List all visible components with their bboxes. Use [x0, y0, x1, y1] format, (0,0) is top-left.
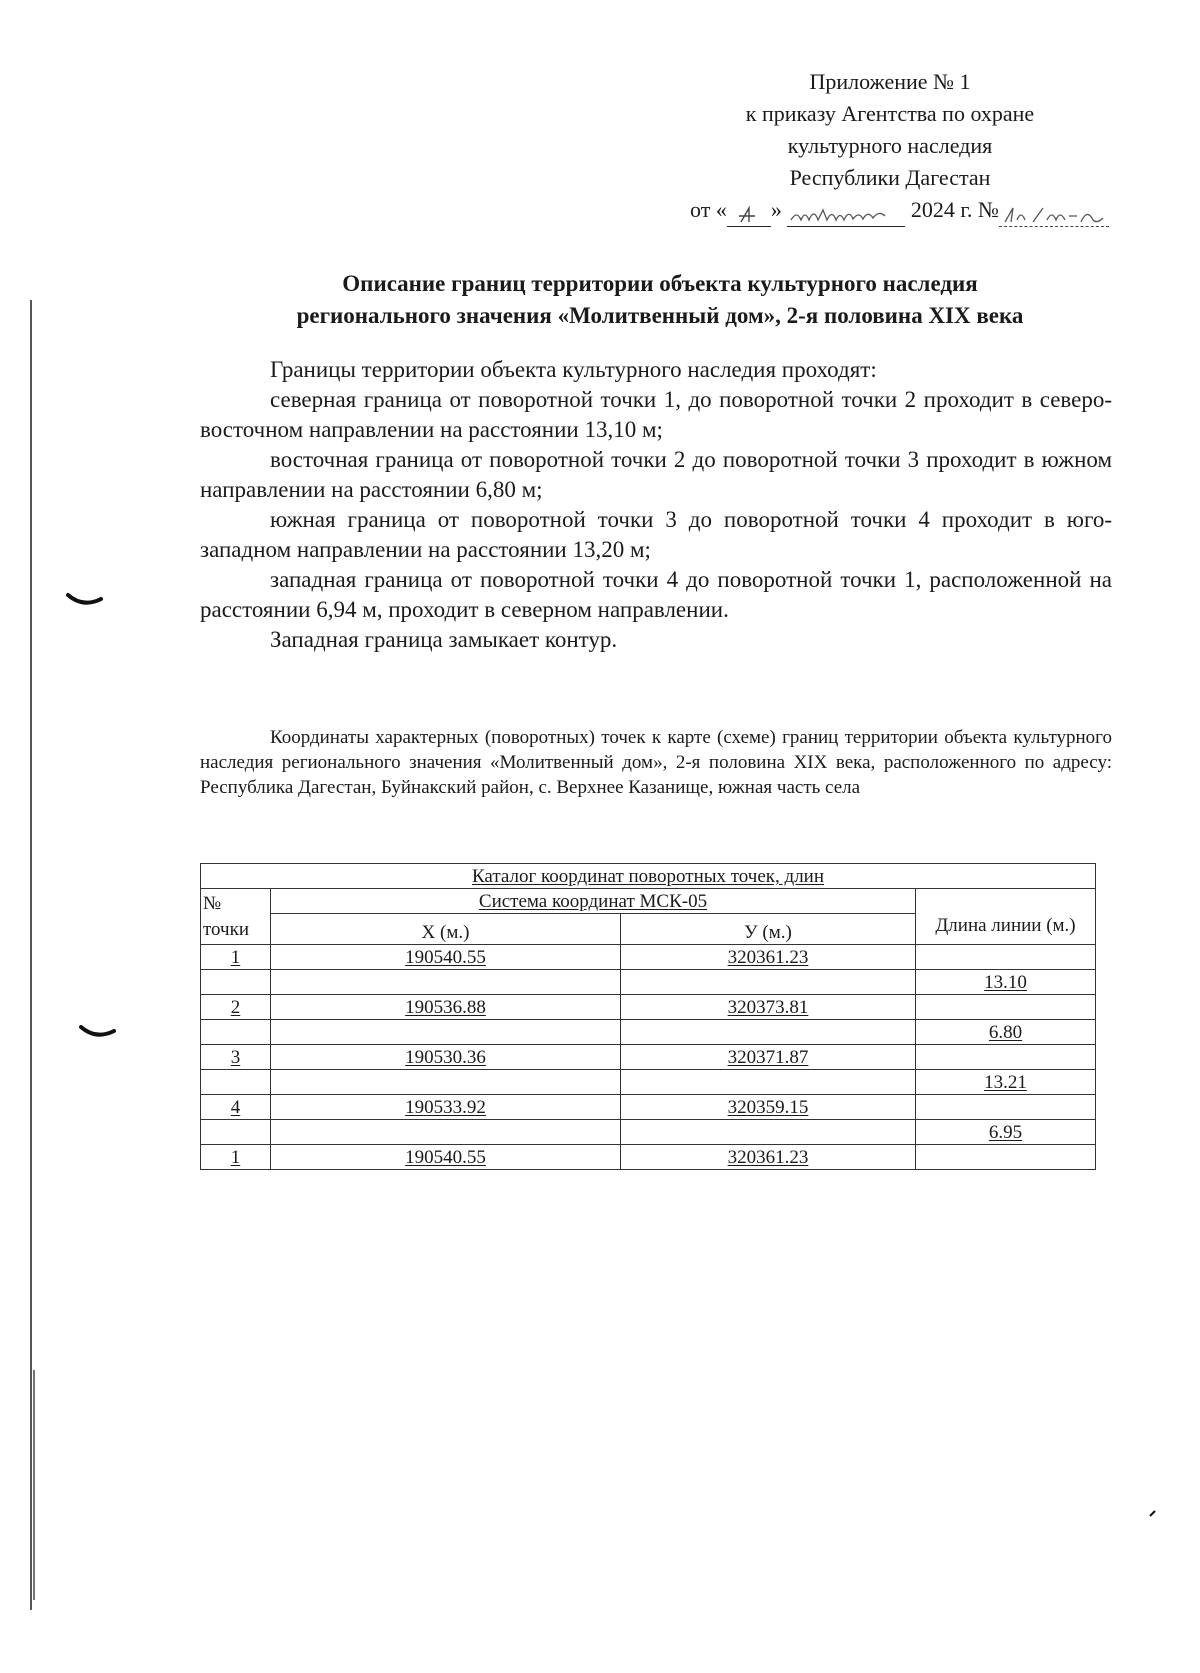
- order-date-line: [690, 194, 1090, 227]
- point-number-cell: [201, 970, 271, 995]
- handwritten-month: [787, 194, 905, 227]
- appendix-header: [690, 66, 1090, 227]
- col-header-y: У (м.): [621, 914, 916, 945]
- agency-name: культурного наследия: [787, 133, 993, 158]
- coordinates-intro-text: Координаты характерных (поворотных) точек к карте (схеме) границ территории объекта культурного наследия регионального значения «Молитвенный дом», 2-я половина XIX века, расположенного по адресу: Республика Дагестан, Буйнакский район, с. Верхнее Казанище, южная часть села: [200, 727, 1112, 798]
- y-coordinate-cell: 320361.23: [621, 1145, 916, 1170]
- scan-edge-line: [30, 300, 32, 1610]
- paragraph-contour: Западная граница замыкает контур.: [270, 627, 618, 652]
- coordinates-intro: [200, 725, 1112, 800]
- scan-mark-top: [65, 590, 105, 610]
- paragraph-intro: Границы территории объекта культурного наследия проходят:: [270, 357, 877, 382]
- col-header-point-number: № точки: [201, 889, 271, 945]
- republic-name: Республики Дагестан: [789, 165, 991, 190]
- table-row: [201, 995, 1096, 1020]
- line-length-cell: [916, 995, 1096, 1020]
- y-coordinate-cell: [621, 1120, 916, 1145]
- line-length-cell: [916, 945, 1096, 970]
- x-coordinate-cell: [271, 1120, 621, 1145]
- y-coordinate-cell: [621, 1020, 916, 1045]
- table-row: [201, 1045, 1096, 1070]
- table-row: [201, 1120, 1096, 1145]
- table-row: [201, 1070, 1096, 1095]
- coordinates-catalog-table: [200, 863, 1096, 1170]
- col-header-line-length: Длина линии (м.): [916, 889, 1096, 945]
- handwritten-order-number: [999, 194, 1109, 227]
- x-coordinate-cell: 190533.92: [271, 1095, 621, 1120]
- coordinate-system-header: Система координат МСК-05: [271, 889, 916, 914]
- date-year: 2024 г. №: [910, 197, 999, 222]
- x-coordinate-cell: [271, 970, 621, 995]
- line-length-cell: 6.80: [916, 1020, 1096, 1045]
- y-coordinate-cell: 320373.81: [621, 995, 916, 1020]
- x-coordinate-cell: 190540.55: [271, 1145, 621, 1170]
- scan-dot-right: [1148, 1508, 1158, 1518]
- title-line-1: Описание границ территории объекта культурного наследия: [342, 271, 978, 296]
- point-number-cell: [201, 1120, 271, 1145]
- point-number-cell: 2: [201, 995, 271, 1020]
- date-prefix: от «: [690, 197, 727, 222]
- table-system-row: [201, 889, 1096, 914]
- line-length-cell: 6.95: [916, 1120, 1096, 1145]
- order-reference: к приказу Агентства по охране: [745, 101, 1035, 126]
- table-row: [201, 970, 1096, 995]
- table-caption: Каталог координат поворотных точек, длин: [201, 864, 1096, 889]
- col-header-x: X (м.): [271, 914, 621, 945]
- point-number-cell: [201, 1070, 271, 1095]
- y-coordinate-cell: 320361.23: [621, 945, 916, 970]
- table-row: [201, 1145, 1096, 1170]
- point-number-cell: 1: [201, 1145, 271, 1170]
- x-coordinate-cell: 190530.36: [271, 1045, 621, 1070]
- point-number-cell: 3: [201, 1045, 271, 1070]
- date-mid: »: [770, 197, 782, 222]
- title-line-2: регионального значения «Молитвенный дом», 2-я половина XIX века: [296, 303, 1024, 328]
- point-number-cell: 4: [201, 1095, 271, 1120]
- line-length-cell: 13.10: [916, 970, 1096, 995]
- point-number-cell: 1: [201, 945, 271, 970]
- line-length-cell: [916, 1145, 1096, 1170]
- table-row: [201, 945, 1096, 970]
- paragraph-south-boundary: южная граница от поворотной точки 3 до поворотной точки 4 проходит в юго-западном направлении на расстоянии 13,20 м;: [200, 507, 1112, 562]
- y-coordinate-cell: 320371.87: [621, 1045, 916, 1070]
- x-coordinate-cell: 190536.88: [271, 995, 621, 1020]
- line-length-cell: [916, 1095, 1096, 1120]
- boundary-description: [200, 355, 1112, 655]
- table-caption-row: [201, 864, 1096, 889]
- x-coordinate-cell: 190540.55: [271, 945, 621, 970]
- point-number-cell: [201, 1020, 271, 1045]
- x-coordinate-cell: [271, 1020, 621, 1045]
- table-row: [201, 1020, 1096, 1045]
- line-length-cell: 13.21: [916, 1070, 1096, 1095]
- paragraph-west-boundary: западная граница от поворотной точки 4 до поворотной точки 1, расположенной на расстоянии 6,94 м, проходит в северном направлении.: [200, 567, 1112, 622]
- x-coordinate-cell: [271, 1070, 621, 1095]
- appendix-number: Приложение № 1: [809, 69, 971, 94]
- y-coordinate-cell: [621, 970, 916, 995]
- paragraph-east-boundary: восточная граница от поворотной точки 2 до поворотной точки 3 проходит в южном направлении на расстоянии 6,80 м;: [200, 447, 1112, 502]
- table-row: [201, 1095, 1096, 1120]
- line-length-cell: [916, 1045, 1096, 1070]
- paragraph-north-boundary: северная граница от поворотной точки 1, до поворотной точки 2 проходит в северо- восточном направлении на расстоянии 13,10 м;: [200, 387, 1112, 442]
- y-coordinate-cell: [621, 1070, 916, 1095]
- scan-edge-line-lower: [33, 1370, 35, 1600]
- handwritten-day: [727, 194, 771, 227]
- document-title: [200, 268, 1120, 332]
- y-coordinate-cell: 320359.15: [621, 1095, 916, 1120]
- scan-mark-bottom: [78, 1022, 118, 1042]
